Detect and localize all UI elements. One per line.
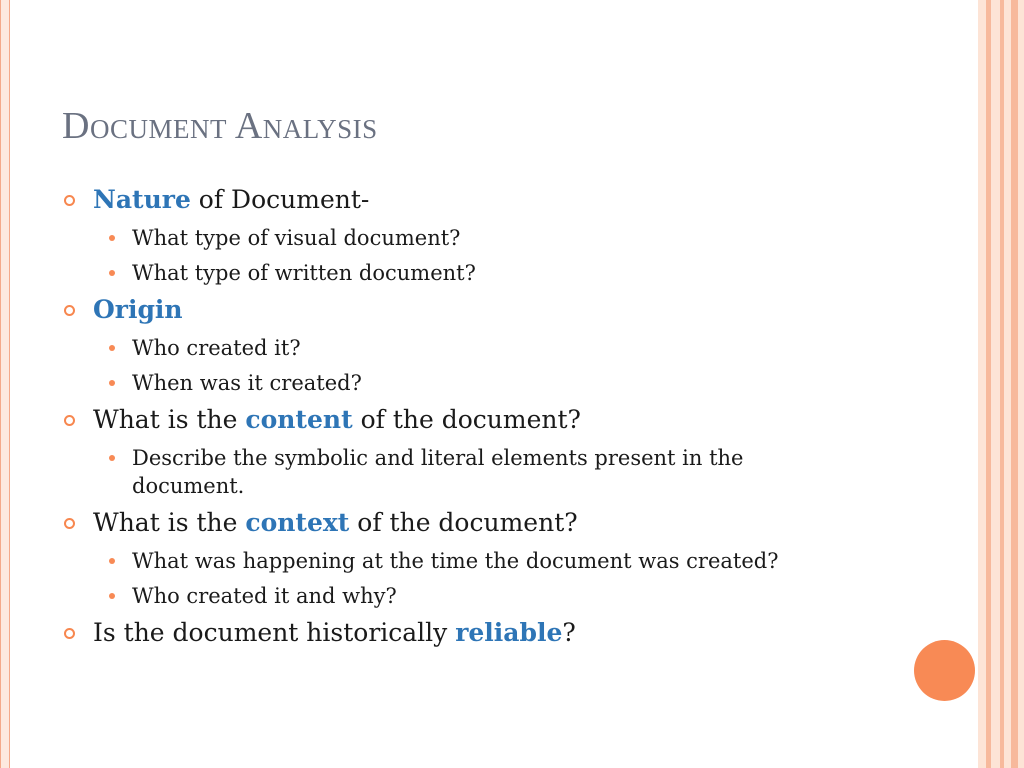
sub-bullet-text: Who created it? — [132, 336, 301, 360]
sub-bullet — [62, 582, 862, 610]
bullet-text: What is the — [93, 508, 246, 537]
bullet-text: ? — [562, 618, 576, 647]
bullet-nature — [62, 184, 862, 216]
bullet-context — [62, 507, 862, 539]
dot-bullet-icon — [109, 380, 115, 386]
dot-bullet-icon — [109, 455, 115, 461]
sub-list-content — [62, 444, 862, 500]
sub-list-nature — [62, 224, 862, 287]
ring-bullet-icon — [64, 305, 75, 316]
bullet-text: of the document? — [349, 508, 578, 537]
dot-bullet-icon — [109, 593, 115, 599]
bullet-text: What is the — [93, 405, 246, 434]
sub-bullet-text: Who created it and why? — [132, 584, 397, 608]
sub-bullet — [62, 224, 862, 252]
sub-bullet — [62, 444, 862, 500]
ring-bullet-icon — [64, 415, 75, 426]
sub-bullet-text: When was it created? — [132, 371, 362, 395]
slide-title: Document Analysis — [62, 105, 378, 147]
sub-bullet-text: Describe the symbolic and literal elements present in the document. — [132, 446, 744, 498]
right-frame-border — [978, 0, 1024, 768]
sub-bullet — [62, 547, 862, 575]
highlight-text: reliable — [455, 618, 563, 647]
sub-bullet — [62, 259, 862, 287]
slide-content — [62, 184, 862, 657]
ring-bullet-icon — [64, 518, 75, 529]
sub-bullet-text: What type of visual document? — [132, 226, 461, 250]
dot-bullet-icon — [109, 235, 115, 241]
sub-bullet — [62, 334, 862, 362]
highlight-text: context — [245, 508, 350, 537]
highlight-text: Nature — [93, 185, 191, 214]
sub-bullet-text: What was happening at the time the document was created? — [132, 549, 779, 573]
dot-bullet-icon — [109, 270, 115, 276]
sub-list-origin — [62, 334, 862, 397]
left-frame-border — [0, 0, 10, 768]
dot-bullet-icon — [109, 345, 115, 351]
bullet-origin — [62, 294, 862, 326]
highlight-text: Origin — [93, 295, 183, 324]
sub-bullet — [62, 369, 862, 397]
sub-bullet-text: What type of written document? — [132, 261, 476, 285]
bullet-text: of the document? — [352, 405, 581, 434]
bullet-reliable — [62, 617, 862, 649]
ring-bullet-icon — [64, 195, 75, 206]
bullet-content — [62, 404, 862, 436]
decorative-orange-circle — [914, 640, 975, 701]
bullet-text: Is the document historically — [93, 618, 456, 647]
dot-bullet-icon — [109, 558, 115, 564]
sub-list-context — [62, 547, 862, 610]
ring-bullet-icon — [64, 628, 75, 639]
highlight-text: content — [245, 405, 353, 434]
bullet-text: of Document- — [190, 185, 370, 214]
